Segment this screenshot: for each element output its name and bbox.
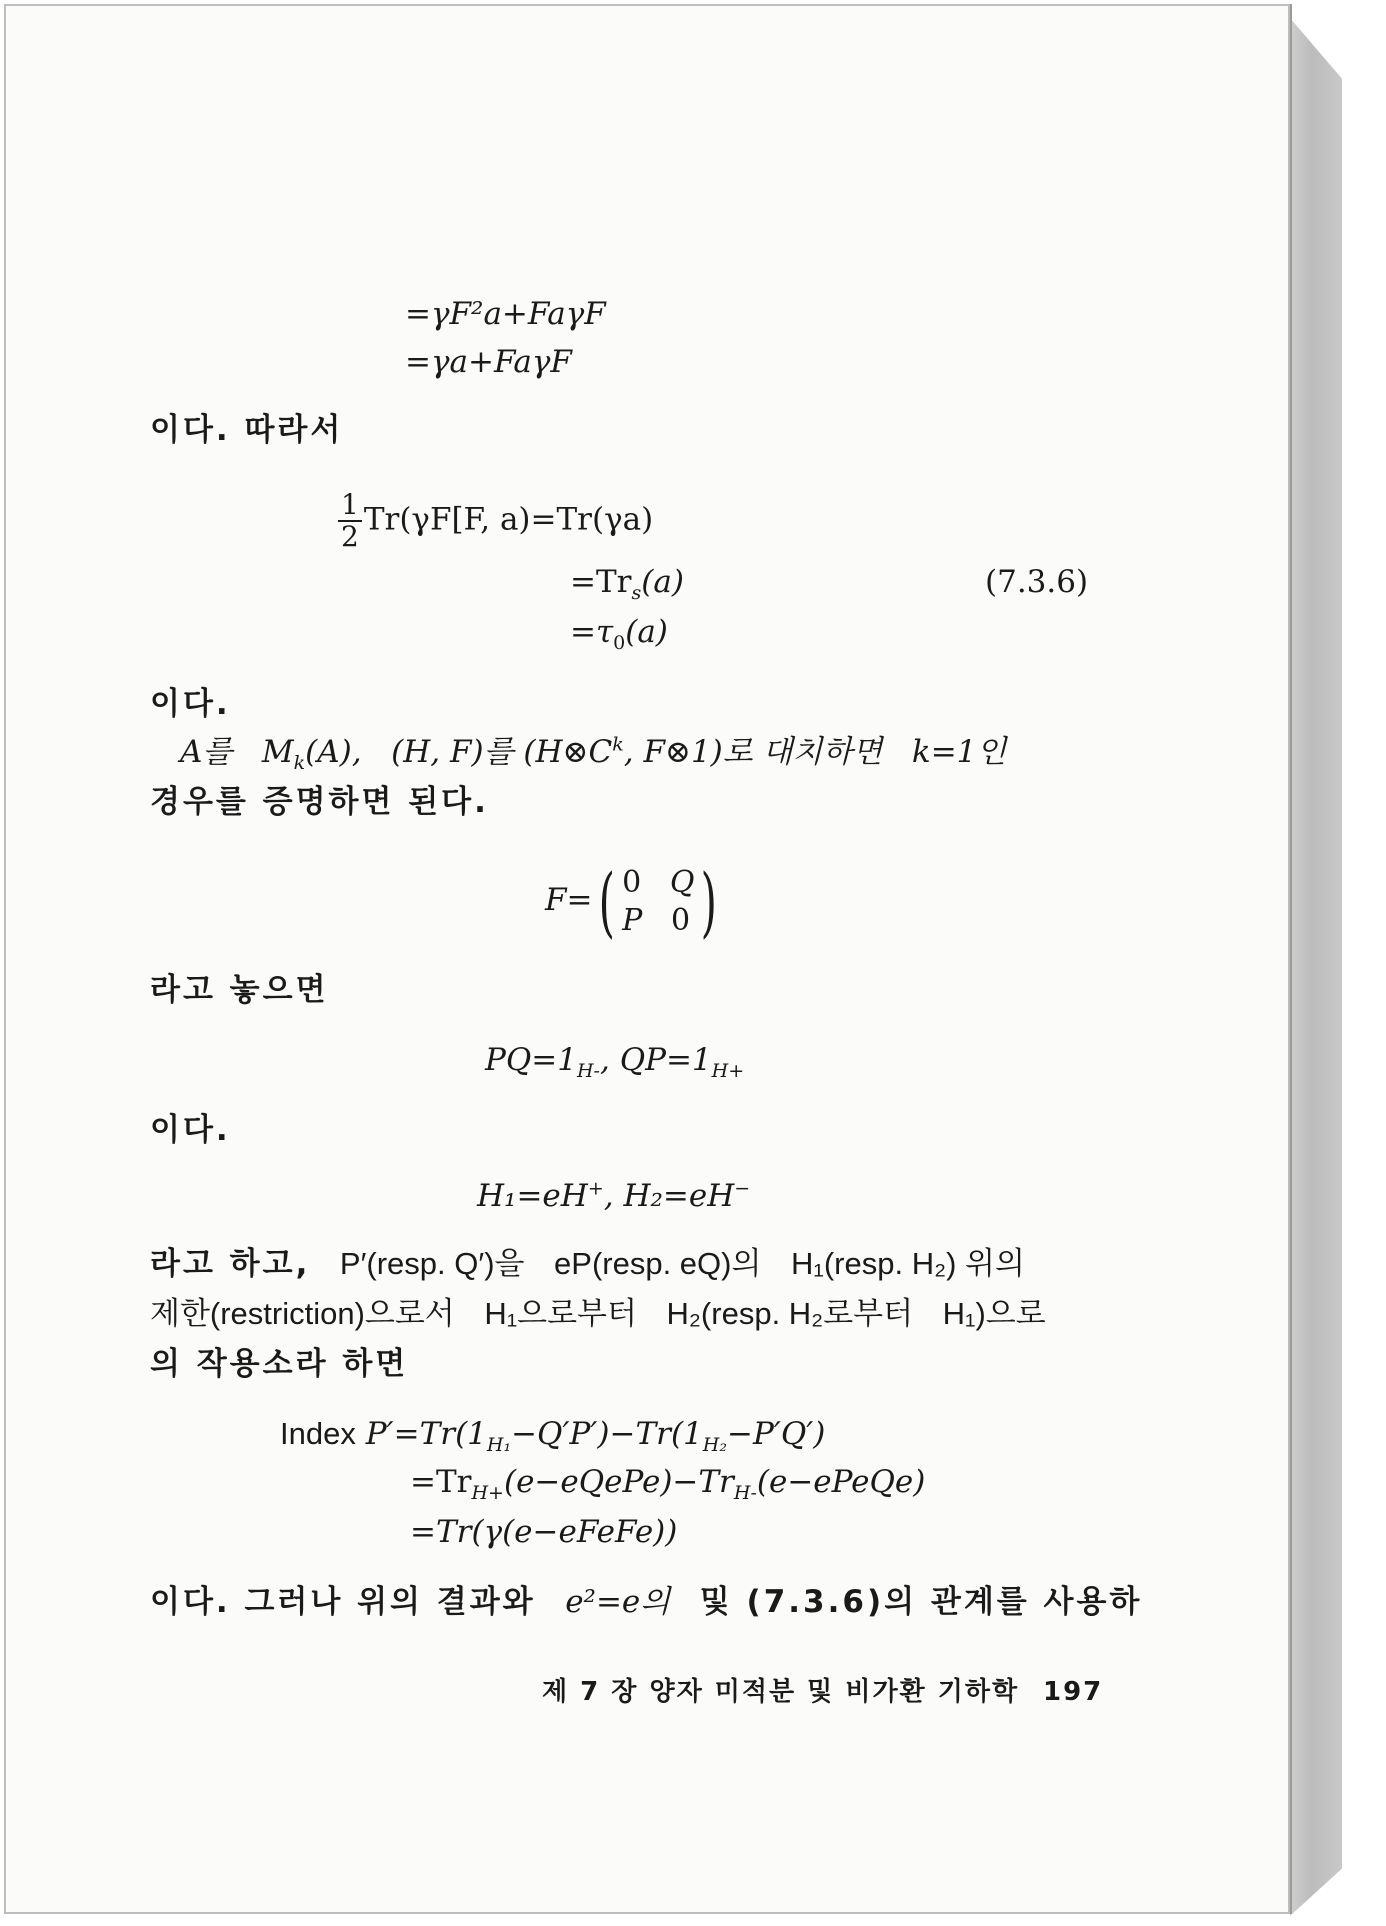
equation-H: H₁=eH+, H₂=eH− <box>477 1177 751 1214</box>
body-text: 이다. <box>150 686 231 722</box>
body-text: 라고 놓으면 <box>150 972 329 1008</box>
paragraph-line: 이다. 그러나 위의 결과와 e²=e의 및 (7.3.6)의 관계를 사용하 <box>150 1584 1143 1620</box>
page-number: 197 <box>1043 1677 1104 1707</box>
paragraph-line: 경우를 증명하면 된다. <box>150 784 489 820</box>
body-text: 이다. <box>150 1112 231 1148</box>
equation-index-line3: =Tr(γ(e−eFeFe)) <box>410 1514 678 1550</box>
matrix: 0 Q P 0 <box>622 864 695 938</box>
equation-index-line2: $=Tr_{H+}(e-eQePe)-Tr_{H-}(e-ePeQe)$ <box>410 1464 926 1505</box>
equation-line: =γa+FaγF <box>405 344 572 380</box>
equation-7-3-6-line2: $=Tr_s(a)$ <box>570 564 684 605</box>
equation-index-line1: Index $P'=Tr(1_{H_1}-Q'P')-Tr(1_{H_2}-P'Q')$ <box>280 1416 826 1457</box>
paragraph-line: 라고 하고, P′(resp. Q′)을 eP(resp. eQ)의 H₁(resp. H₂) 위의 <box>150 1246 1025 1282</box>
book-spine <box>1290 18 1342 1916</box>
equation-number: (7.3.6) <box>985 564 1089 600</box>
paragraph-line: 의 작용소라 하면 <box>150 1346 409 1382</box>
fraction: $\frac{1}{2}$ <box>338 490 362 552</box>
book-page <box>4 4 1290 1914</box>
book-spine-edge <box>1290 4 1292 1914</box>
equation-7-3-6-line1: $\frac{1}{2}$ Tr(γF[F, a)=Tr(γa) <box>338 490 653 552</box>
equation-PQ: $PQ=1_{H-}$, $QP=1_{H+}$ <box>485 1042 745 1083</box>
running-footer-chapter: 제 7 장 양자 미적분 및 비가환 기하학 <box>542 1677 1020 1707</box>
equation-line: =γF²a+FaγF <box>405 296 606 332</box>
equation-F-matrix: F=( 0 Q P 0 ) <box>545 856 718 946</box>
paragraph-line: A를 $M_k(A)$, (H, F)를 ($H\otimes C^k$, F⊗1)로 대치하면 k=1인 <box>180 733 1007 775</box>
body-text: 이다. 따라서 <box>150 412 344 448</box>
paragraph-line: 제한(restriction)으로서 H₁으로부터 H₂(resp. H₂로부터 H₁)으로 <box>150 1296 1046 1331</box>
equation-7-3-6-line3: $=\tau_0(a)$ <box>570 614 668 655</box>
